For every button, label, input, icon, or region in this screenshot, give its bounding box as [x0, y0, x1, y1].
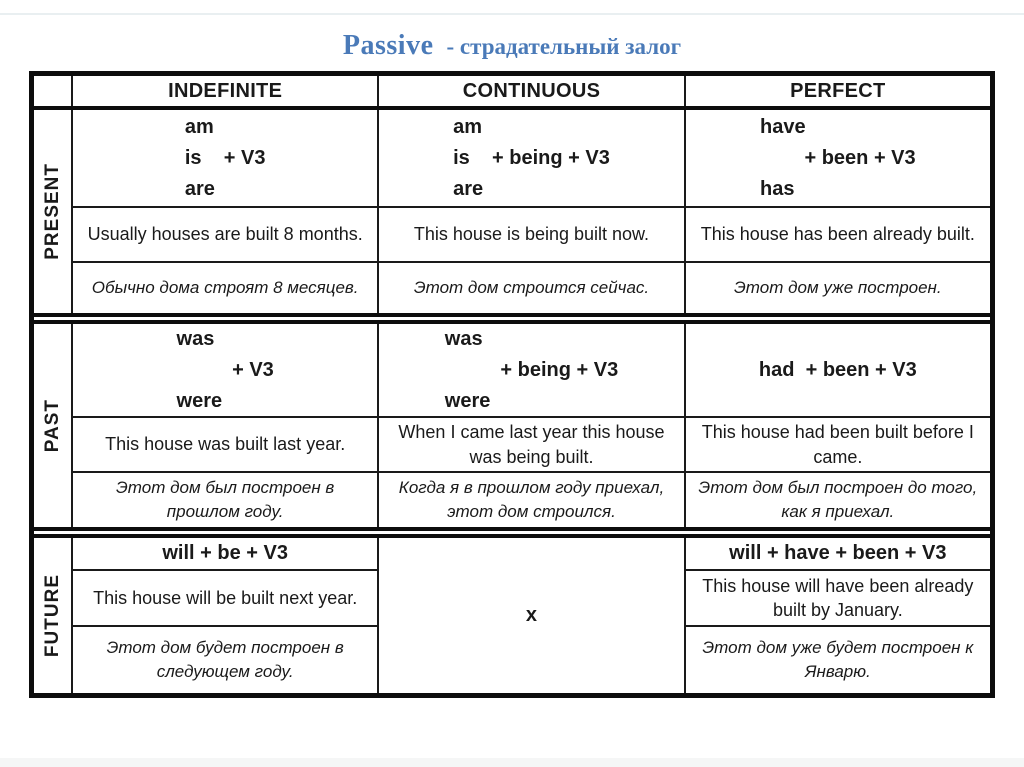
formula-present-perfect: have + been + V3 has	[760, 115, 916, 200]
translation-past-indefinite: Этот дом был построен в прошлом году.	[73, 471, 377, 527]
tense-label-past: PAST	[41, 398, 63, 453]
cell-future-indefinite	[71, 538, 377, 693]
passive-voice-table	[29, 71, 995, 698]
title-passive: Passive	[342, 30, 434, 61]
translation-future-perfect: Этот дом уже будет построен к Январю.	[686, 625, 990, 693]
slide-bottom-edge	[0, 758, 1024, 767]
column-header-continuous: CONTINUOUS	[377, 76, 683, 106]
formula-past-indefinite: was + V3 were	[176, 327, 274, 412]
formula-past-perfect: had + been + V3	[758, 358, 917, 381]
slide-top-edge	[0, 13, 1024, 15]
cell-past-continuous	[377, 324, 683, 527]
formula-future-indefinite: will + be + V3	[162, 542, 288, 564]
example-future-indefinite: This house will be built next year.	[73, 569, 377, 625]
translation-past-perfect: Этот дом был построен до того, как я приехал.	[686, 471, 990, 527]
formula-present-continuous: am is + being + V3 are	[453, 115, 610, 200]
translation-present-perfect: Этот дом уже построен.	[686, 261, 990, 313]
example-present-continuous: This house is being built now.	[379, 206, 683, 261]
example-past-indefinite: This house was built last year.	[73, 416, 377, 471]
example-present-perfect: This house has been already built.	[686, 206, 990, 261]
tense-label-present: PRESENT	[41, 163, 63, 260]
cell-future-perfect	[684, 538, 990, 693]
cell-past-perfect	[684, 324, 990, 527]
cell-present-continuous	[377, 110, 683, 313]
translation-present-indefinite: Обычно дома строят 8 месяцев.	[73, 261, 377, 313]
example-present-indefinite: Usually houses are built 8 months.	[73, 206, 377, 261]
example-past-perfect: This house had been built before I came.	[686, 416, 990, 471]
column-header-perfect: PERFECT	[684, 76, 990, 106]
translation-past-continuous: Когда я в прошлом году приехал, этот дом строился.	[379, 471, 683, 527]
formula-future-perfect: will + have + been + V3	[729, 542, 947, 564]
column-header-indefinite: INDEFINITE	[71, 76, 377, 106]
cell-past-indefinite	[71, 324, 377, 527]
row-future	[34, 534, 990, 693]
formula-past-continuous: was + being + V3 were	[444, 327, 619, 412]
cell-present-perfect	[684, 110, 990, 313]
cell-future-continuous-not-used: x	[377, 538, 683, 693]
row-past	[34, 320, 990, 531]
formula-present-indefinite: am is + V3 are	[184, 115, 266, 200]
tense-label-future: FUTURE	[41, 573, 63, 658]
translation-present-continuous: Этот дом строится сейчас.	[379, 261, 683, 313]
page-title	[0, 30, 1024, 62]
cell-present-indefinite	[71, 110, 377, 313]
translation-future-indefinite: Этот дом будет построен в следующем году.	[73, 625, 377, 693]
title-russian: - страдательный залог	[446, 34, 682, 59]
corner-cell	[34, 76, 71, 106]
row-present	[34, 110, 990, 317]
table-header-row	[34, 76, 990, 110]
example-past-continuous: When I came last year this house was being built.	[379, 416, 683, 471]
example-future-perfect: This house will have been already built by January.	[686, 569, 990, 625]
